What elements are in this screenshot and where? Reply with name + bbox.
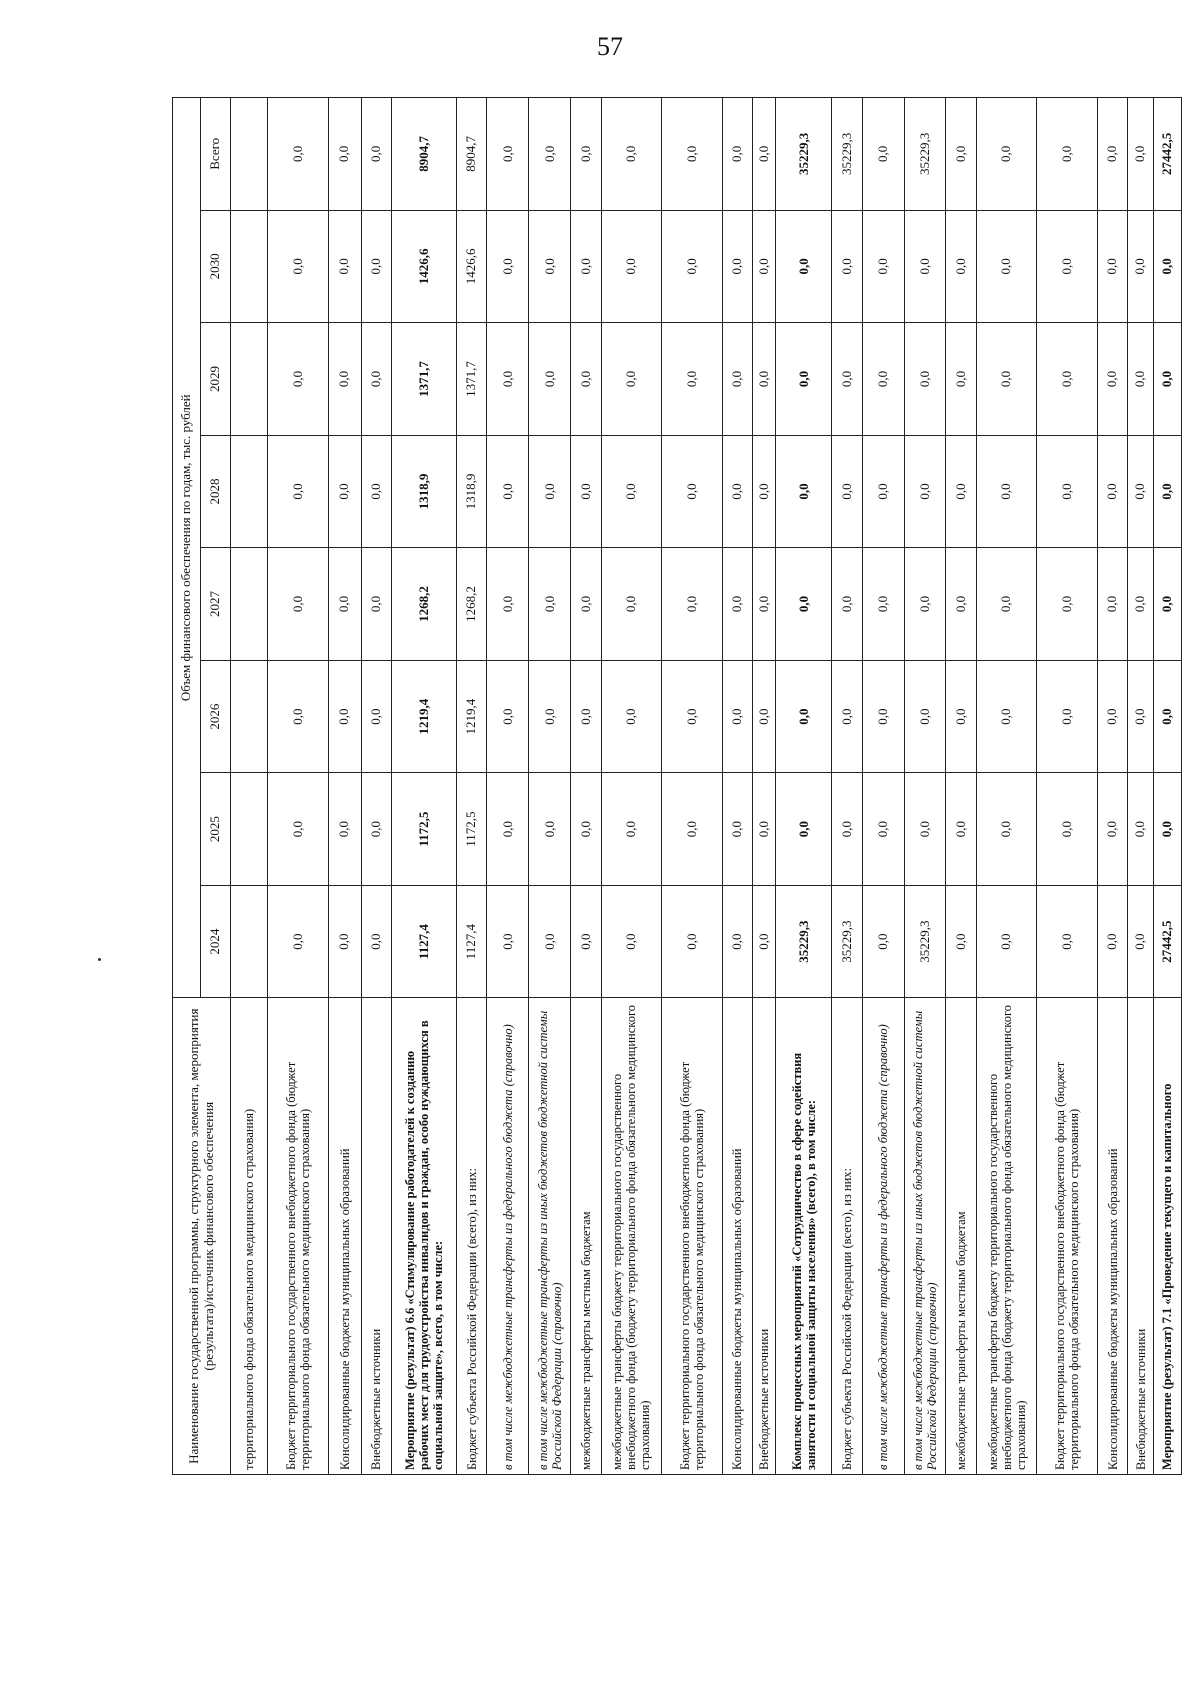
table-row (946, 98, 976, 1475)
row-name-cell: Консолидированные бюджеты муниципальных образований (722, 998, 752, 1475)
year-header: 2027 (201, 548, 231, 661)
value-cell: 0,0 (487, 323, 529, 436)
value-cell: 0,0 (862, 660, 904, 773)
value-cell: 0,0 (268, 773, 329, 886)
value-cell: 0,0 (832, 660, 862, 773)
value-cell: 35229,3 (776, 885, 832, 998)
row-name-cell: Мероприятие (результат) 6.6 «Стимулирование работодателей к созданию рабочих мест для трудоустройства инвалидов и граждан, особо нуждающихся в социальной защите», всего, в том числе: (391, 998, 456, 1475)
value-cell: 0,0 (1037, 548, 1098, 661)
table-row (457, 98, 487, 1475)
table-row (832, 98, 862, 1475)
value-cell: 0,0 (753, 435, 776, 548)
value-cell: 0,0 (1037, 98, 1098, 211)
value-cell: 35229,3 (832, 885, 862, 998)
value-cell: 0,0 (1037, 435, 1098, 548)
value-cell: 1127,4 (391, 885, 456, 998)
value-cell: 0,0 (529, 548, 571, 661)
value-cell: 0,0 (753, 885, 776, 998)
value-cell: 1127,4 (457, 885, 487, 998)
value-cell: 0,0 (862, 773, 904, 886)
value-cell (231, 98, 268, 211)
value-cell: 0,0 (1097, 773, 1127, 886)
row-name-cell: межбюджетные трансферты бюджету территориального государственного внебюджетного фонда (бюджету территориального фонда обязательного медицинского страхования) (601, 998, 662, 1475)
value-cell: 1318,9 (457, 435, 487, 548)
value-cell: 0,0 (722, 98, 752, 211)
value-cell: 0,0 (1128, 98, 1154, 211)
value-cell: 0,0 (776, 435, 832, 548)
value-cell: 0,0 (904, 660, 946, 773)
value-cell: 0,0 (268, 885, 329, 998)
value-cell: 0,0 (487, 660, 529, 773)
value-cell: 0,0 (601, 210, 662, 323)
value-cell: 0,0 (753, 210, 776, 323)
table-row (904, 98, 946, 1475)
value-cell: 0,0 (571, 773, 601, 886)
table-row (487, 98, 529, 1475)
value-cell: 0,0 (904, 210, 946, 323)
value-cell: 0,0 (571, 885, 601, 998)
value-cell: 0,0 (1037, 773, 1098, 886)
table-row (776, 98, 832, 1475)
value-cell: 0,0 (328, 773, 361, 886)
value-cell: 0,0 (571, 660, 601, 773)
value-cell: 0,0 (571, 98, 601, 211)
value-cell: 1172,5 (457, 773, 487, 886)
year-header: 2030 (201, 210, 231, 323)
value-cell: 0,0 (328, 98, 361, 211)
value-cell: 0,0 (571, 323, 601, 436)
year-header: 2026 (201, 660, 231, 773)
value-cell: 0,0 (832, 323, 862, 436)
value-cell: 0,0 (1153, 773, 1181, 886)
table-row (231, 98, 268, 1475)
value-cell: 0,0 (976, 435, 1037, 548)
value-cell: 0,0 (1097, 885, 1127, 998)
value-cell: 0,0 (328, 660, 361, 773)
value-cell: 0,0 (361, 660, 391, 773)
table-head (173, 98, 231, 1475)
year-header: Всего (201, 98, 231, 211)
row-name-cell: в том числе межбюджетные трансферты из иных бюджетов бюджетной системы Российской Федерации (справочно) (529, 998, 571, 1475)
value-cell: 0,0 (1128, 885, 1154, 998)
value-cell: 0,0 (328, 323, 361, 436)
row-name-cell: межбюджетные трансферты бюджету территориального государственного внебюджетного фонда (бюджету территориального фонда обязательного медицинского страхования) (976, 998, 1037, 1475)
page-number: 57 (597, 32, 623, 61)
name-column-header: Наименование государственной программы, структурного элемента, мероприятия (результата)/источник финансового обеспечения (173, 998, 231, 1475)
row-name-cell: Бюджет субъекта Российской Федерации (всего), из них: (832, 998, 862, 1475)
value-cell: 0,0 (862, 548, 904, 661)
row-name-cell: Внебюджетные источники (753, 998, 776, 1475)
value-cell: 1318,9 (391, 435, 456, 548)
table-row (361, 98, 391, 1475)
value-cell: 0,0 (946, 885, 976, 998)
value-cell: 0,0 (361, 548, 391, 661)
value-cell: 0,0 (776, 660, 832, 773)
value-cell: 0,0 (529, 210, 571, 323)
table-row (1153, 98, 1181, 1475)
value-cell: 0,0 (862, 885, 904, 998)
value-cell: 35229,3 (904, 885, 946, 998)
value-cell: 35229,3 (776, 98, 832, 211)
value-cell: 0,0 (776, 548, 832, 661)
value-cell: 0,0 (1097, 660, 1127, 773)
value-cell: 0,0 (776, 773, 832, 886)
value-cell: 1268,2 (457, 548, 487, 661)
value-cell: 0,0 (571, 210, 601, 323)
row-name-cell: в том числе межбюджетные трансферты из иных бюджетов бюджетной системы Российской Федерации (справочно) (904, 998, 946, 1475)
value-cell (231, 548, 268, 661)
value-cell: 0,0 (268, 548, 329, 661)
value-cell: 0,0 (662, 548, 723, 661)
table-body (231, 98, 1182, 1475)
value-cell: 0,0 (722, 323, 752, 436)
table-row (662, 98, 723, 1475)
table-row (391, 98, 456, 1475)
value-cell (231, 885, 268, 998)
value-cell: 0,0 (722, 210, 752, 323)
value-cell: 0,0 (601, 660, 662, 773)
row-name-cell: межбюджетные трансферты местным бюджетам (946, 998, 976, 1475)
value-cell: 0,0 (529, 660, 571, 773)
value-cell: 0,0 (328, 885, 361, 998)
value-cell: 0,0 (976, 210, 1037, 323)
value-cell: 0,0 (529, 885, 571, 998)
value-cell: 1371,7 (457, 323, 487, 436)
value-cell: 0,0 (1037, 210, 1098, 323)
value-cell: 1426,6 (391, 210, 456, 323)
value-cell: 0,0 (268, 323, 329, 436)
row-name-cell: Бюджет субъекта Российской Федерации (всего), из них: (457, 998, 487, 1475)
value-cell: 0,0 (1128, 323, 1154, 436)
value-cell: 0,0 (753, 323, 776, 436)
value-cell: 0,0 (832, 435, 862, 548)
value-cell: 0,0 (976, 548, 1037, 661)
value-cell: 0,0 (1097, 98, 1127, 211)
year-header: 2029 (201, 323, 231, 436)
value-cell: 0,0 (328, 210, 361, 323)
value-cell: 0,0 (487, 548, 529, 661)
value-cell: 1172,5 (391, 773, 456, 886)
value-cell: 0,0 (662, 323, 723, 436)
value-cell: 0,0 (976, 323, 1037, 436)
table-row (976, 98, 1037, 1475)
value-cell (231, 773, 268, 886)
value-cell: 0,0 (601, 435, 662, 548)
value-cell: 0,0 (904, 773, 946, 886)
table-row (1128, 98, 1154, 1475)
value-cell: 0,0 (1097, 548, 1127, 661)
value-cell: 1219,4 (391, 660, 456, 773)
value-cell: 1371,7 (391, 323, 456, 436)
value-cell: 0,0 (361, 323, 391, 436)
value-cell: 0,0 (904, 548, 946, 661)
scan-speck (98, 958, 101, 961)
value-cell: 0,0 (328, 435, 361, 548)
financing-table (172, 97, 1182, 1475)
value-cell: 0,0 (571, 435, 601, 548)
value-cell: 0,0 (862, 210, 904, 323)
year-header: 2028 (201, 435, 231, 548)
value-cell: 1426,6 (457, 210, 487, 323)
value-cell: 0,0 (753, 773, 776, 886)
value-cell: 0,0 (946, 323, 976, 436)
year-header: 2025 (201, 773, 231, 886)
value-cell: 35229,3 (904, 98, 946, 211)
value-cell: 0,0 (1153, 210, 1181, 323)
value-cell: 0,0 (268, 435, 329, 548)
table-row (1097, 98, 1127, 1475)
value-cell: 0,0 (529, 323, 571, 436)
value-cell: 0,0 (1128, 773, 1154, 886)
row-name-cell: Комплекс процессных мероприятий «Сотрудничество в сфере содействия занятости и социальной защиты населения» (всего), в том числе: (776, 998, 832, 1475)
row-name-cell: межбюджетные трансферты местным бюджетам (571, 998, 601, 1475)
value-cell: 0,0 (662, 885, 723, 998)
value-cell: 0,0 (776, 323, 832, 436)
value-cell: 0,0 (832, 548, 862, 661)
value-cell: 0,0 (487, 435, 529, 548)
value-cell: 0,0 (662, 98, 723, 211)
value-cell: 0,0 (946, 98, 976, 211)
value-cell: 0,0 (1128, 660, 1154, 773)
value-cell: 0,0 (946, 773, 976, 886)
value-cell: 0,0 (946, 660, 976, 773)
value-cell: 0,0 (662, 660, 723, 773)
value-cell: 0,0 (976, 773, 1037, 886)
value-cell: 8904,7 (457, 98, 487, 211)
row-name-cell: территориального фонда обязательного медицинского страхования) (231, 998, 268, 1475)
value-cell: 0,0 (361, 210, 391, 323)
value-cell: 0,0 (529, 98, 571, 211)
value-cell: 0,0 (529, 435, 571, 548)
value-cell: 0,0 (1097, 210, 1127, 323)
row-name-cell: Бюджет территориального государственного внебюджетного фонда (бюджет территориального фонда обязательного медицинского страхования) (662, 998, 723, 1475)
value-cell: 0,0 (1037, 660, 1098, 773)
value-cell: 0,0 (1128, 548, 1154, 661)
value-cell: 0,0 (487, 885, 529, 998)
row-name-cell: Внебюджетные источники (361, 998, 391, 1475)
row-name-cell: в том числе межбюджетные трансферты из федерального бюджета (справочно) (487, 998, 529, 1475)
table-rotated-container (172, 97, 1182, 1475)
value-cell (231, 660, 268, 773)
value-cell: 0,0 (268, 210, 329, 323)
value-cell: 0,0 (1097, 435, 1127, 548)
value-cell: 1219,4 (457, 660, 487, 773)
value-cell: 0,0 (776, 210, 832, 323)
value-cell: 0,0 (1097, 323, 1127, 436)
value-cell: 0,0 (571, 548, 601, 661)
row-name-cell: Консолидированные бюджеты муниципальных образований (328, 998, 361, 1475)
table-row (571, 98, 601, 1475)
value-cell: 0,0 (662, 773, 723, 886)
value-cell: 0,0 (722, 773, 752, 886)
row-name-cell: Мероприятие (результат) 7.1 «Проведение текущего и капитального (1153, 998, 1181, 1475)
value-cell: 0,0 (601, 773, 662, 886)
table-row (601, 98, 662, 1475)
row-name-cell: Внебюджетные источники (1128, 998, 1154, 1475)
value-cell: 0,0 (361, 98, 391, 211)
table-row (529, 98, 571, 1475)
row-name-cell: в том числе межбюджетные трансферты из федерального бюджета (справочно) (862, 998, 904, 1475)
value-cell (231, 435, 268, 548)
value-cell: 0,0 (1153, 548, 1181, 661)
value-cell: 0,0 (1037, 885, 1098, 998)
value-cell: 0,0 (862, 323, 904, 436)
value-cell: 0,0 (1128, 435, 1154, 548)
value-cell: 0,0 (862, 98, 904, 211)
value-cell: 0,0 (976, 98, 1037, 211)
value-cell: 0,0 (268, 98, 329, 211)
value-cell: 0,0 (946, 548, 976, 661)
row-name-cell: Бюджет территориального государственного внебюджетного фонда (бюджет территориального фонда обязательного медицинского страхования) (1037, 998, 1098, 1475)
value-cell: 0,0 (832, 773, 862, 886)
value-cell: 27442,5 (1153, 98, 1181, 211)
value-cell: 0,0 (487, 210, 529, 323)
value-cell: 0,0 (946, 435, 976, 548)
value-cell (231, 323, 268, 436)
value-cell: 0,0 (946, 210, 976, 323)
table-row (862, 98, 904, 1475)
value-cell: 0,0 (662, 435, 723, 548)
value-cell: 0,0 (976, 885, 1037, 998)
table-rotated (172, 97, 1182, 1475)
value-cell: 0,0 (268, 660, 329, 773)
value-cell: 0,0 (976, 660, 1037, 773)
value-cell: 0,0 (361, 773, 391, 886)
value-cell: 8904,7 (391, 98, 456, 211)
table-row (722, 98, 752, 1475)
value-cell: 27442,5 (1153, 885, 1181, 998)
value-cell: 0,0 (361, 435, 391, 548)
table-row (268, 98, 329, 1475)
row-name-cell: Бюджет территориального государственного внебюджетного фонда (бюджет территориального фонда обязательного медицинского страхования) (268, 998, 329, 1475)
value-cell: 0,0 (753, 548, 776, 661)
value-cell: 0,0 (722, 548, 752, 661)
row-name-cell: Консолидированные бюджеты муниципальных образований (1097, 998, 1127, 1475)
value-cell: 0,0 (904, 435, 946, 548)
value-cell: 0,0 (662, 210, 723, 323)
volume-header: Объем финансового обеспечения по годам, тыс. рублей (173, 98, 201, 998)
value-cell: 0,0 (722, 885, 752, 998)
year-header: 2024 (201, 885, 231, 998)
value-cell: 0,0 (529, 773, 571, 886)
value-cell: 0,0 (601, 98, 662, 211)
table-row (1037, 98, 1098, 1475)
value-cell (231, 210, 268, 323)
value-cell: 0,0 (832, 210, 862, 323)
value-cell: 0,0 (601, 885, 662, 998)
value-cell: 0,0 (753, 98, 776, 211)
value-cell: 0,0 (487, 98, 529, 211)
value-cell: 0,0 (1037, 323, 1098, 436)
value-cell: 0,0 (601, 548, 662, 661)
value-cell: 0,0 (487, 773, 529, 886)
value-cell: 0,0 (1153, 323, 1181, 436)
value-cell: 0,0 (361, 885, 391, 998)
value-cell: 35229,3 (832, 98, 862, 211)
value-cell: 0,0 (1153, 435, 1181, 548)
value-cell: 0,0 (601, 323, 662, 436)
value-cell: 0,0 (328, 548, 361, 661)
value-cell: 0,0 (1153, 660, 1181, 773)
value-cell: 0,0 (1128, 210, 1154, 323)
table-row (753, 98, 776, 1475)
value-cell: 0,0 (722, 660, 752, 773)
value-cell: 1268,2 (391, 548, 456, 661)
table-row (328, 98, 361, 1475)
value-cell: 0,0 (862, 435, 904, 548)
value-cell: 0,0 (904, 323, 946, 436)
value-cell: 0,0 (722, 435, 752, 548)
value-cell: 0,0 (753, 660, 776, 773)
